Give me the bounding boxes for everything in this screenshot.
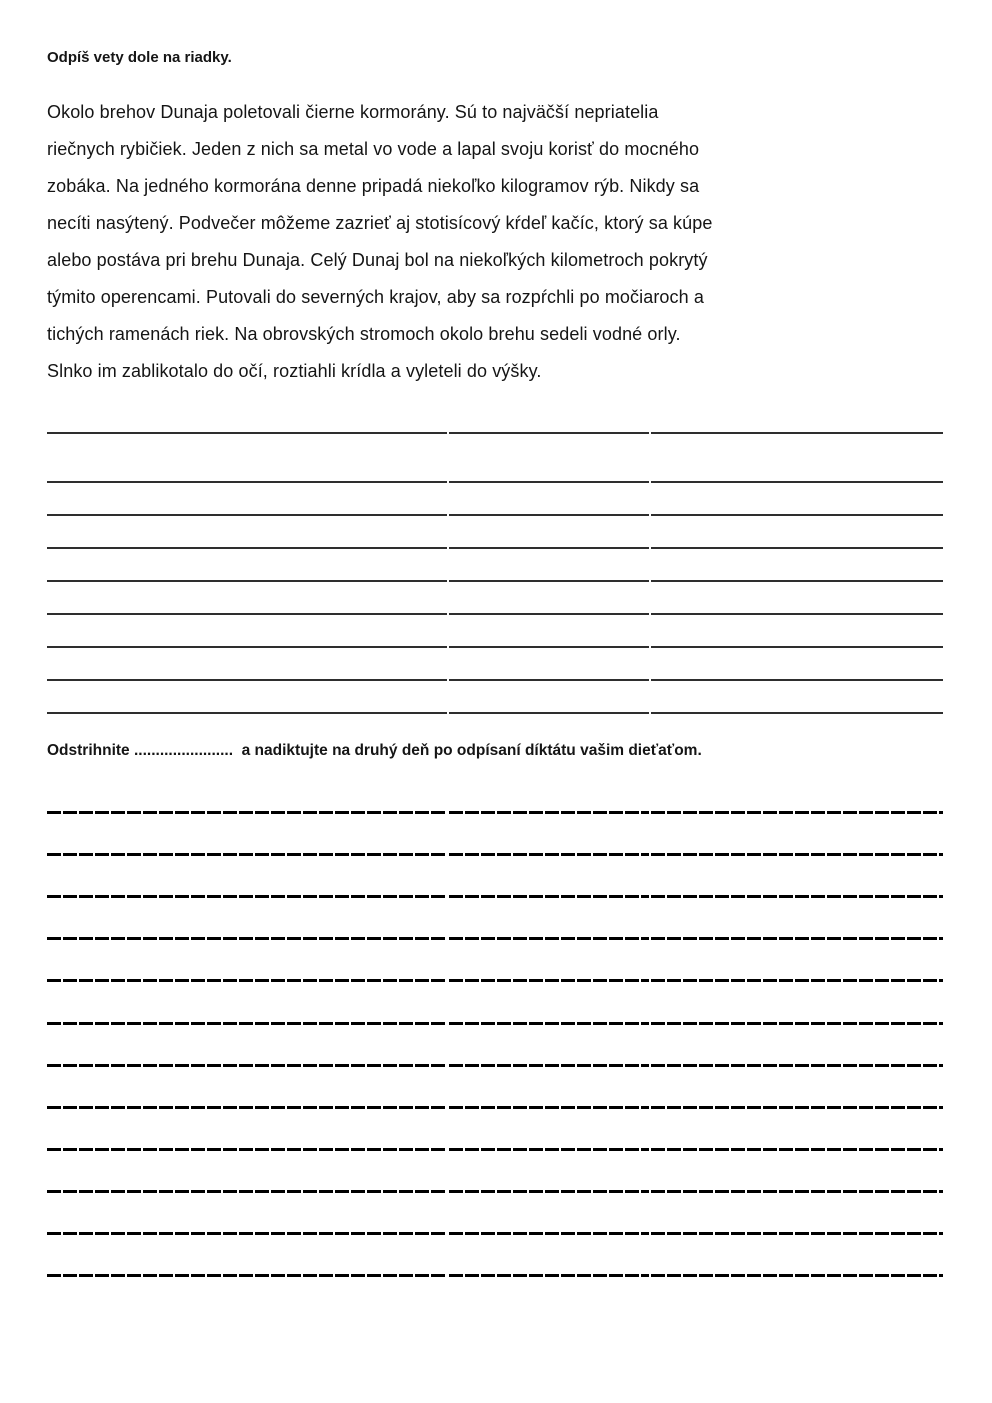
line-segment	[449, 1148, 649, 1151]
writing-line-dashed	[47, 1148, 943, 1151]
writing-line-dashed	[47, 1064, 943, 1067]
paragraph-line: Slnko im zablikotalo do očí, roztiahli krídla a vyleteli do výšky.	[47, 361, 542, 381]
line-segment	[47, 853, 447, 856]
line-segment	[449, 1274, 649, 1277]
writing-line-dashed	[47, 1274, 943, 1277]
line-segment	[47, 979, 447, 982]
line-segment	[449, 895, 649, 898]
writing-line-dashed	[47, 937, 943, 940]
line-segment	[449, 853, 649, 856]
line-segment	[47, 1106, 447, 1109]
writing-line-dashed	[47, 1190, 943, 1193]
paragraph-line: Okolo brehov Dunaja poletovali čierne kormorány. Sú to najväčší nepriatelia	[47, 102, 659, 122]
line-segment	[651, 1148, 943, 1151]
line-segment	[47, 895, 447, 898]
line-segment	[47, 937, 447, 940]
line-segment	[651, 895, 943, 898]
line-segment	[47, 1190, 447, 1193]
line-segment	[47, 1274, 447, 1277]
line-segment	[449, 1064, 649, 1067]
paragraph-line: necíti nasýtený. Podvečer môžeme zazrieť aj stotisícový kŕdeľ kačíc, ktorý sa kúpe	[47, 213, 713, 233]
line-segment	[47, 1232, 447, 1235]
line-segment	[449, 1106, 649, 1109]
line-segment	[651, 1232, 943, 1235]
line-segment	[47, 811, 447, 814]
line-segment	[651, 853, 943, 856]
writing-line-dashed	[47, 1022, 943, 1025]
task-heading: Odpíš vety dole na riadky.	[47, 49, 232, 66]
line-segment	[449, 1232, 649, 1235]
writing-line-dashed	[47, 1232, 943, 1235]
line-segment	[449, 811, 649, 814]
line-segment	[47, 1064, 447, 1067]
line-segment	[449, 979, 649, 982]
line-segment	[47, 1022, 447, 1025]
line-segment	[651, 811, 943, 814]
line-segment	[651, 937, 943, 940]
cut-instruction: Odstrihnite ....................... a nadiktujte na druhý deň po odpísaní díktátu vašim dieťaťom.	[47, 742, 702, 759]
paragraph-line: týmito operencami. Putovali do severných krajov, aby sa rozpŕchli po močiaroch a	[47, 287, 704, 307]
line-segment	[449, 1190, 649, 1193]
paragraph-line: alebo postáva pri brehu Dunaja. Celý Dunaj bol na niekoľkých kilometroch pokrytý	[47, 250, 708, 270]
line-segment	[449, 1022, 649, 1025]
line-segment	[47, 1148, 447, 1151]
paragraph-line: tichých ramenách riek. Na obrovských stromoch okolo brehu sedeli vodné orly.	[47, 324, 681, 344]
line-segment	[651, 979, 943, 982]
writing-line-dashed	[47, 1106, 943, 1109]
paragraph-line: riečnych rybičiek. Jeden z nich sa metal vo vode a lapal svoju korisť do mocného	[47, 139, 700, 159]
line-segment	[651, 1190, 943, 1193]
writing-line-dashed	[47, 979, 943, 982]
line-segment	[651, 1064, 943, 1067]
line-segment	[651, 1274, 943, 1277]
line-segment	[651, 1022, 943, 1025]
line-segment	[651, 1106, 943, 1109]
line-segment	[449, 937, 649, 940]
paragraph-line: zobáka. Na jedného kormorána denne pripadá niekoľko kilogramov rýb. Nikdy sa	[47, 176, 700, 196]
writing-line-dashed	[47, 811, 943, 814]
writing-line-dashed	[47, 895, 943, 898]
writing-line-dashed	[47, 853, 943, 856]
